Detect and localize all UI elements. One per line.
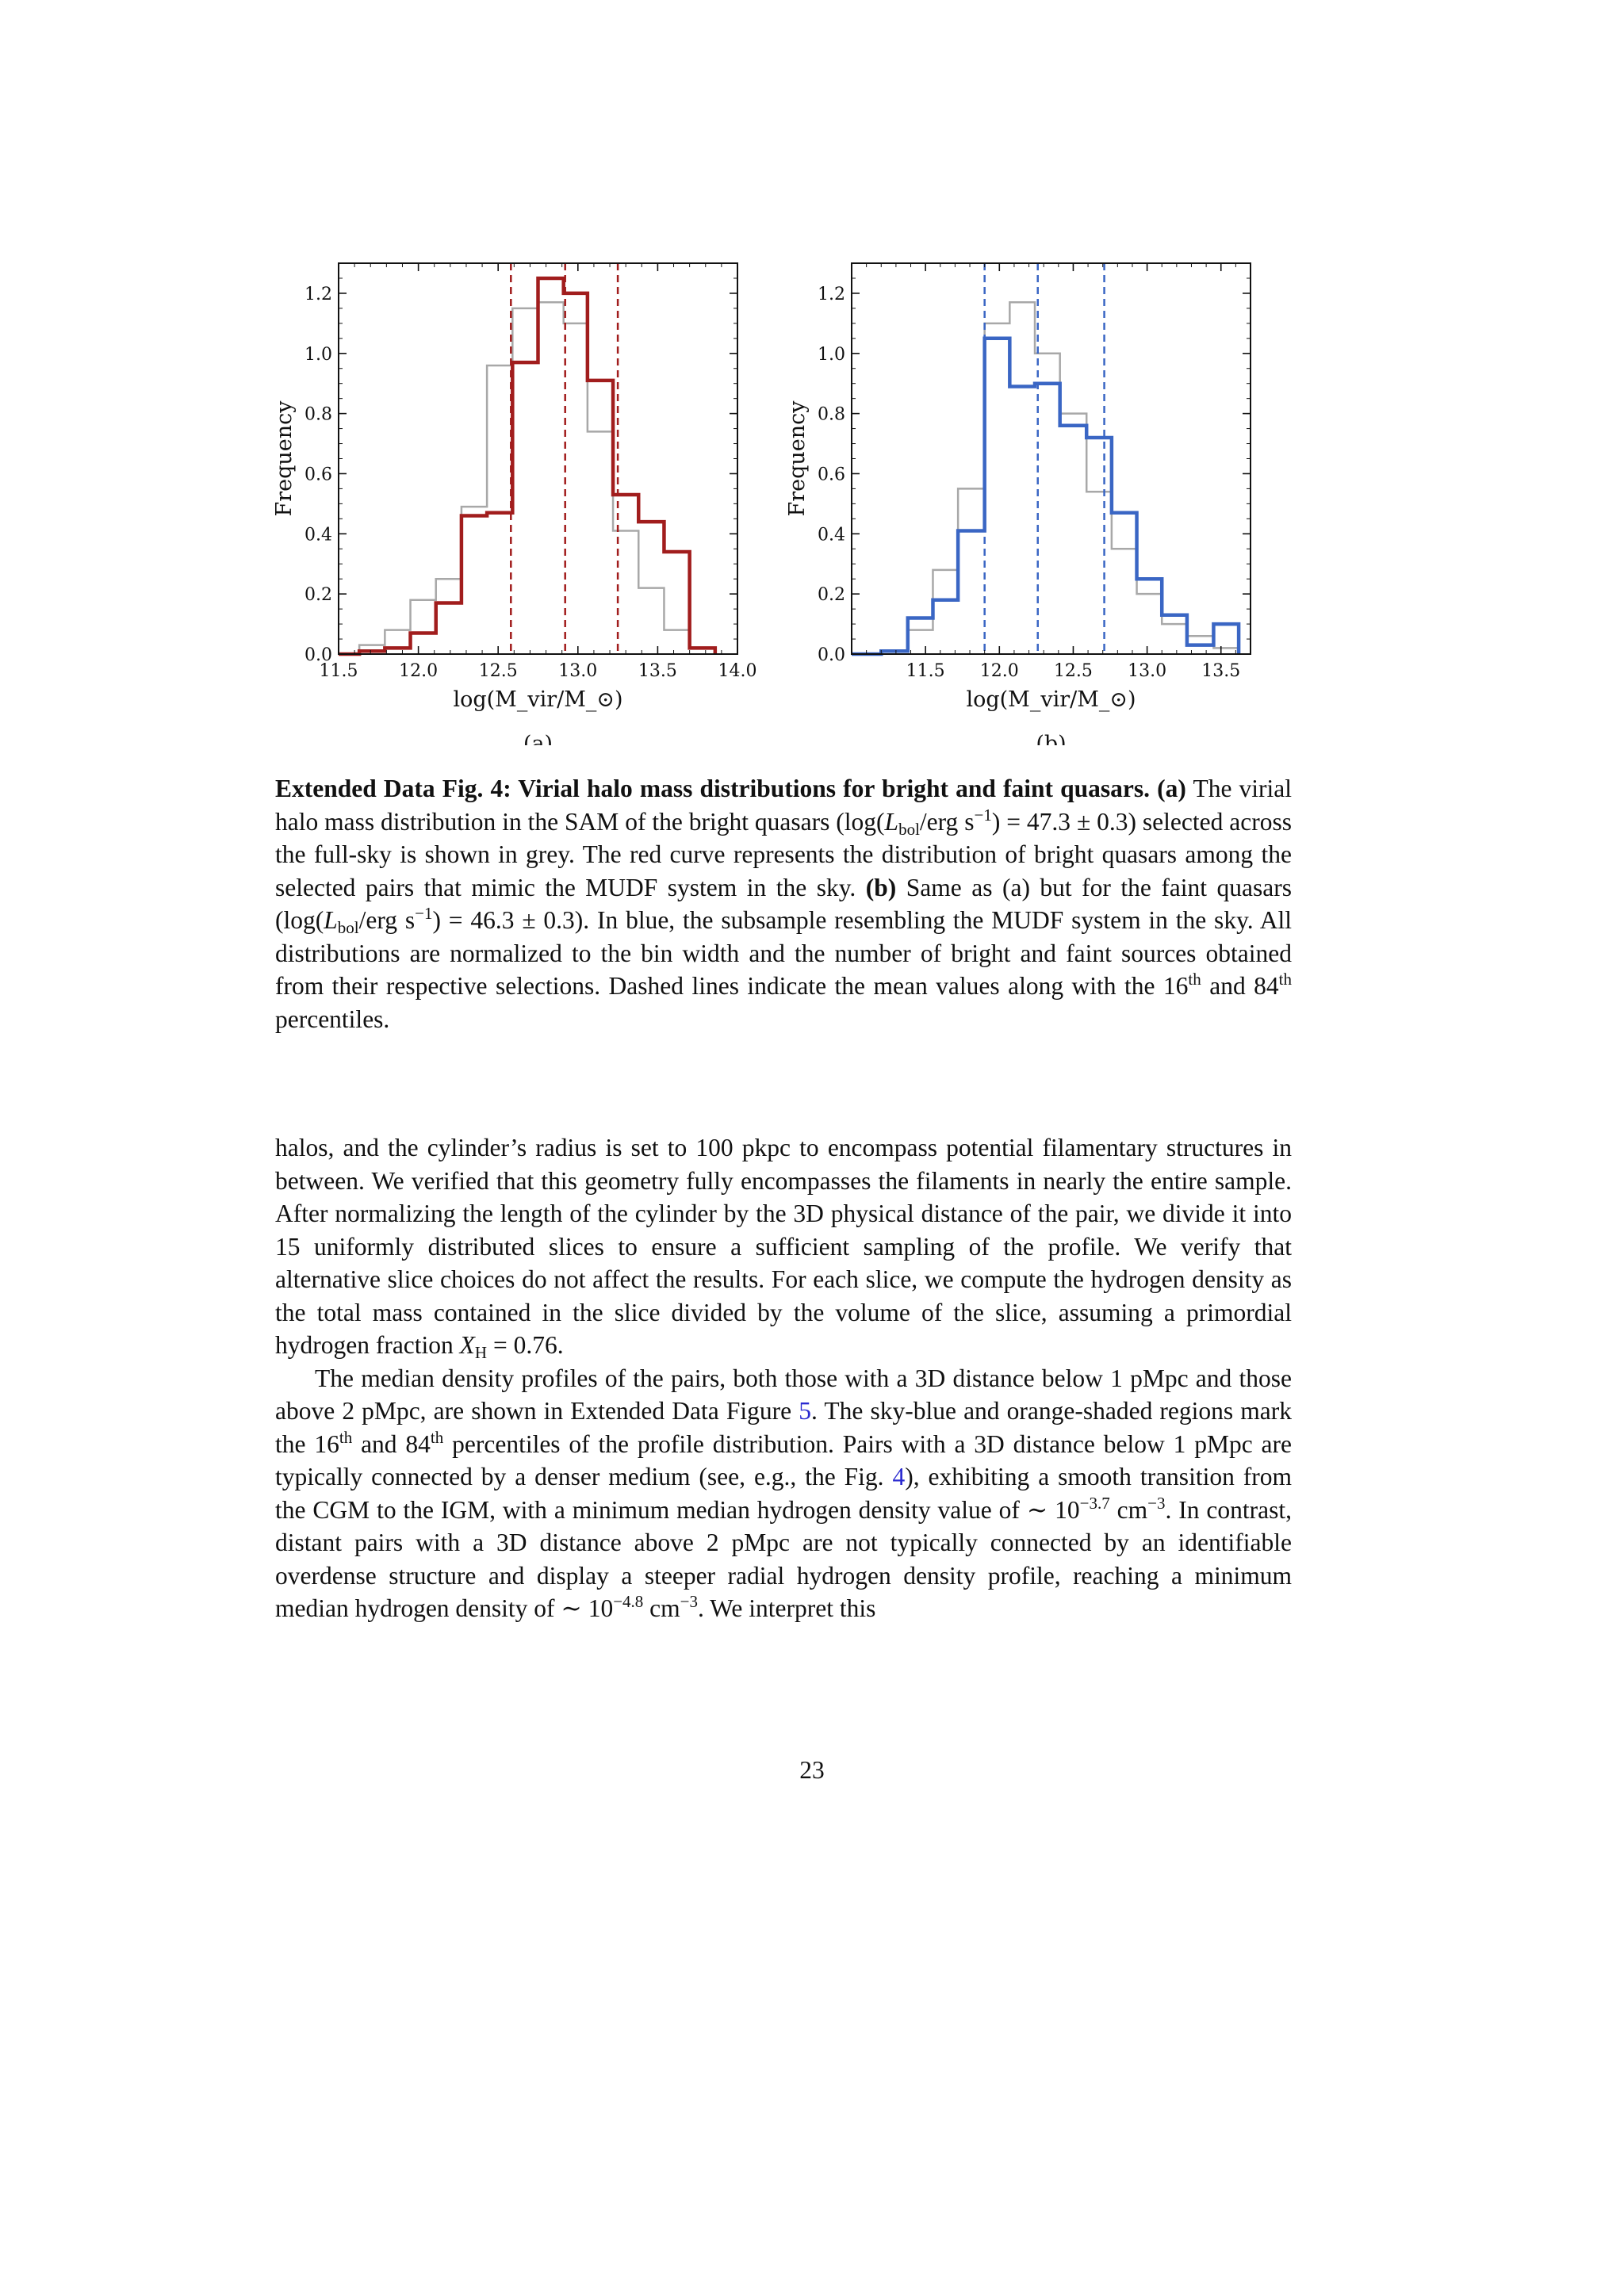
histogram-full-sky [339,302,715,654]
caption-text-b4: percentiles. [275,1004,390,1033]
caption-text-b2: ) = 46.3 ± 0.3). In blue, the subsample resembling the MUDF system in the sky. All distributions are normalized to the bin width and the number of bright and faint sources obtained from their respective selections. Dashed lines indicate the mean values along with the 16 [275,906,1292,1000]
y-tick-label: 1.2 [304,284,332,304]
lbol-sub-b: bol [337,918,359,937]
xh-symbol: X [459,1331,475,1359]
plot-frame [852,263,1251,654]
x-axis-label: log(M_vir/M_⊙) [966,687,1136,712]
link-fig-4[interactable]: 4 [892,1463,906,1490]
figure-panels [270,254,1300,745]
x-tick-label: 14.0 [718,661,757,681]
y-tick-label: 0.8 [304,404,332,425]
caption-label-b: (b) [865,873,897,901]
body-text [275,1131,1292,1625]
subfigure-label: (b) [1036,732,1067,745]
y-axis-label: Frequency [272,400,297,517]
y-tick-label: 0.0 [818,645,845,665]
y-axis-label: Frequency [785,400,810,517]
caption-head: Extended Data Fig. 4 [275,775,504,802]
lbol-unit-b: /erg s [358,906,416,934]
histogram-full-sky [852,302,1239,654]
y-tick-label: 0.0 [304,645,332,665]
panel-a [272,263,756,745]
caption-text-b3: and 84 [1201,972,1279,1000]
histogram-selected [339,278,715,654]
xh-sub: H [474,1343,488,1362]
y-tick-label: 0.2 [818,585,845,606]
lbol-exp-b: −1 [415,904,433,923]
y-tick-label: 0.4 [304,525,332,545]
y-tick-label: 0.4 [818,525,845,545]
caption-text-b1: Same as (a) but for the faint quasars (log( [275,873,1292,934]
lbol-symbol-a: L [884,807,899,836]
paragraph-2: The median density profiles of the pairs, both those with a 3D distance below 1 pMpc and those above 2 pMpc, are shown in Extended Data Figure 5. The sky-blue and orange-shaded regions mark the 16th and 84th percentiles of the profile distribution. Pairs with a 3D distance below 1 pMpc are typically connected by a denser medium (see, e.g., the Fig. 4), exhibiting a smooth transition from the CGM to the IGM, with a minimum median hydrogen density value of ∼ $10^{-3.7}$ $cm^{-3}$. In contrast, distant pairs with a 3D distance above 2 pMpc are not typically connected by an identifiable overdense structure and display a steeper radial hydrogen density profile, reaching a minimum median hydrogen density of ∼ $10^{-4.8}$ $cm^{-3}$. We interpret this [275,1364,1293,1622]
x-tick-label: 13.0 [558,661,598,681]
lbol-unit-a: /erg s [919,807,975,836]
x-tick-label: 12.0 [979,661,1019,681]
x-tick-label: 12.5 [1053,661,1093,681]
page-number: 23 [799,1756,825,1784]
x-tick-label: 12.0 [399,661,439,681]
subfigure-label: (a) [523,732,553,745]
x-tick-label: 13.5 [638,661,677,681]
figure-caption: Extended Data Fig. 4: Virial halo mass distributions for bright and faint quasars. (a) The virial halo mass distribution in the SAM of the bright quasars ($\log(L_{bol}$/erg $s^{-1}) = 47.3 \pm 0.3$) selected across the full-sky is shown in grey. The red curve represents the distribution of bright quasars among the selected pairs that mimic the MUDF system in the sky. (b) Same as (a) but for the faint quasars ($\log(L_{bol}$/erg $s^{-1}) = 46.3 \pm 0.3$). In blue, the subsample resembling the MUDF system in the sky. All distributions are normalized to the bin width and the number of bright and faint sources obtained from their respective selections. Dashed lines indicate the mean values along with the 16th and 84th percentiles. [275,775,1293,1033]
caption-th-2: th [1278,970,1292,989]
paragraph-1: halos, and the cylinder’s radius is set to 100 pkpc to encompass potential filamentary structures in between. We verified that this geometry fully encompasses the filaments in nearly the entire sample. After normalizing the length of the cylinder by the 3D physical distance of the pair, we divide it into 15 uniformly distributed slices to ensure a sufficient sampling of the profile. We verify that alternative slice choices do not affect the results. For each slice, we compute the hydrogen density as the total mass contained in the slice divided by the volume of the slice, assuming a primordial hydrogen fraction $X_H = 0.76$. [275,1134,1292,1362]
y-tick-label: 1.0 [818,344,845,365]
x-tick-label: 12.5 [478,661,518,681]
caption-text-a1: The virial halo mass distribution in the SAM of the bright quasars (log( [275,775,1293,836]
x-axis-label: log(M_vir/M_⊙) [453,687,623,712]
y-tick-label: 0.6 [304,465,332,485]
panel-b [785,263,1251,745]
x-tick-label: 11.5 [906,661,945,681]
y-tick-label: 0.6 [818,465,845,485]
caption-title: Virial halo mass distributions for bright and faint quasars. [518,775,1151,802]
y-tick-label: 0.8 [818,404,845,425]
lbol-sub-a: bol [898,819,920,839]
caption-th-1: th [1188,970,1201,989]
y-tick-label: 1.0 [304,344,332,365]
y-tick-label: 1.2 [818,284,845,304]
x-tick-label: 13.0 [1128,661,1167,681]
y-tick-label: 0.2 [304,585,332,606]
x-tick-label: 13.5 [1201,661,1241,681]
x-tick-label: 11.5 [319,661,358,681]
histogram-selected [852,339,1239,654]
caption-text-a2: ) = 47.3 ± 0.3) selected across the full-sky is shown in grey. The red curve represents the distribution of bright quasars among the selected pairs that mimic the MUDF system in the sky. [275,807,1292,901]
lbol-exp-a: −1 [974,805,992,825]
lbol-symbol-b: L [324,906,338,934]
link-extended-fig-5[interactable]: 5 [799,1397,811,1425]
caption-label-a: (a) [1157,775,1186,802]
histogram-figure [270,254,1300,745]
